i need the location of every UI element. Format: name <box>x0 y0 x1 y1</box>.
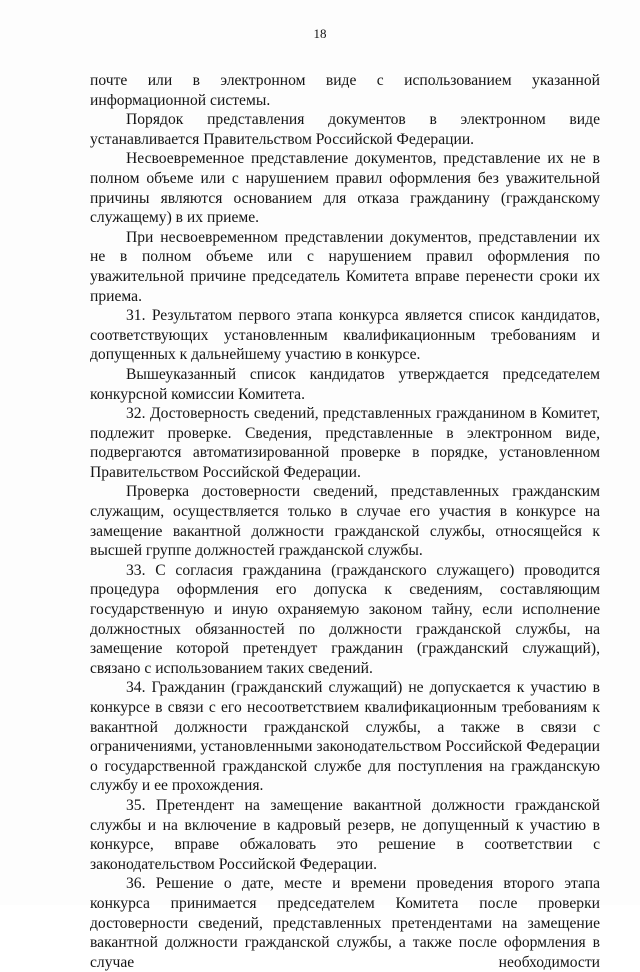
page-number: 18 <box>313 26 327 41</box>
paragraph: Порядок представления документов в электронном виде устанавливается Правительством Российской Федерации. <box>90 111 600 148</box>
paragraph: почте или в электронном виде с использованием указанной информационной системы. <box>90 72 600 109</box>
document-body <box>90 71 600 972</box>
paragraph: 34. Гражданин (гражданский служащий) не допускается к участию в конкурсе в связи с его несоответствием квалификационным требованиям к вакантной должности гражданской службы, а также в связи с ограничениями, установленными законодательством Российской Федерации о государственной гражданской службе для поступления на гражданскую службу и ее прохождения. <box>90 679 600 795</box>
paragraph: 31. Результатом первого этапа конкурса является список кандидатов, соответствующих установленным квалификационным требованиям и допущенных к дальнейшему участию в конкурсе. <box>90 307 600 364</box>
paragraph: 36. Решение о дате, месте и времени проведения второго этапа конкурса принимается председателем Комитета после проверки достоверности сведений, представленных претендентами на замещение вакантной должности гражданской службы, а также после оформления в случае необходимости <box>90 875 600 971</box>
paragraph: 35. Претендент на замещение вакантной должности гражданской службы и на включение в кадровый резерв, не допущенный к участию в конкурсе, вправе обжаловать это решение в соответствии с законодательством Российской Федерации. <box>90 796 600 873</box>
paragraph: Вышеуказанный список кандидатов утверждается председателем конкурсной комиссии Комитета. <box>90 365 600 403</box>
paragraph: Проверка достоверности сведений, представленных гражданским служащим, осуществляется только в случае его участия в конкурсе на замещение вакантной должности гражданской службы, относящейся к высшей группе должностей гражданской службы. <box>90 483 600 560</box>
paragraph: Несвоевременное представление документов, представление их не в полном объеме или с нарушением правил оформления без уважительной причины являются основанием для отказа гражданину (гражданскому служащему) в их приеме. <box>90 150 600 227</box>
paragraph: 32. Достоверность сведений, представленных гражданином в Комитет, подлежит проверке. Сведения, представленные в электронном виде, подвергаются автоматизированной проверке в порядке, установленном Правительством Российской Федерации. <box>90 405 600 481</box>
paragraph: При несвоевременном представлении документов, представлении их не в полном объеме или с нарушением правил оформления по уважительной причине председатель Комитета вправе перенести сроки их приема. <box>90 228 600 305</box>
paragraph: 33. С согласия гражданина (гражданского служащего) проводится процедура оформления его допуска к сведениям, составляющим государственную и иную охраняемую законом тайну, если исполнение должностных обязанностей по должности гражданской службы, на замещение которой претендует гражданин (гражданский служащий), связано с использованием таких сведений. <box>90 561 600 677</box>
